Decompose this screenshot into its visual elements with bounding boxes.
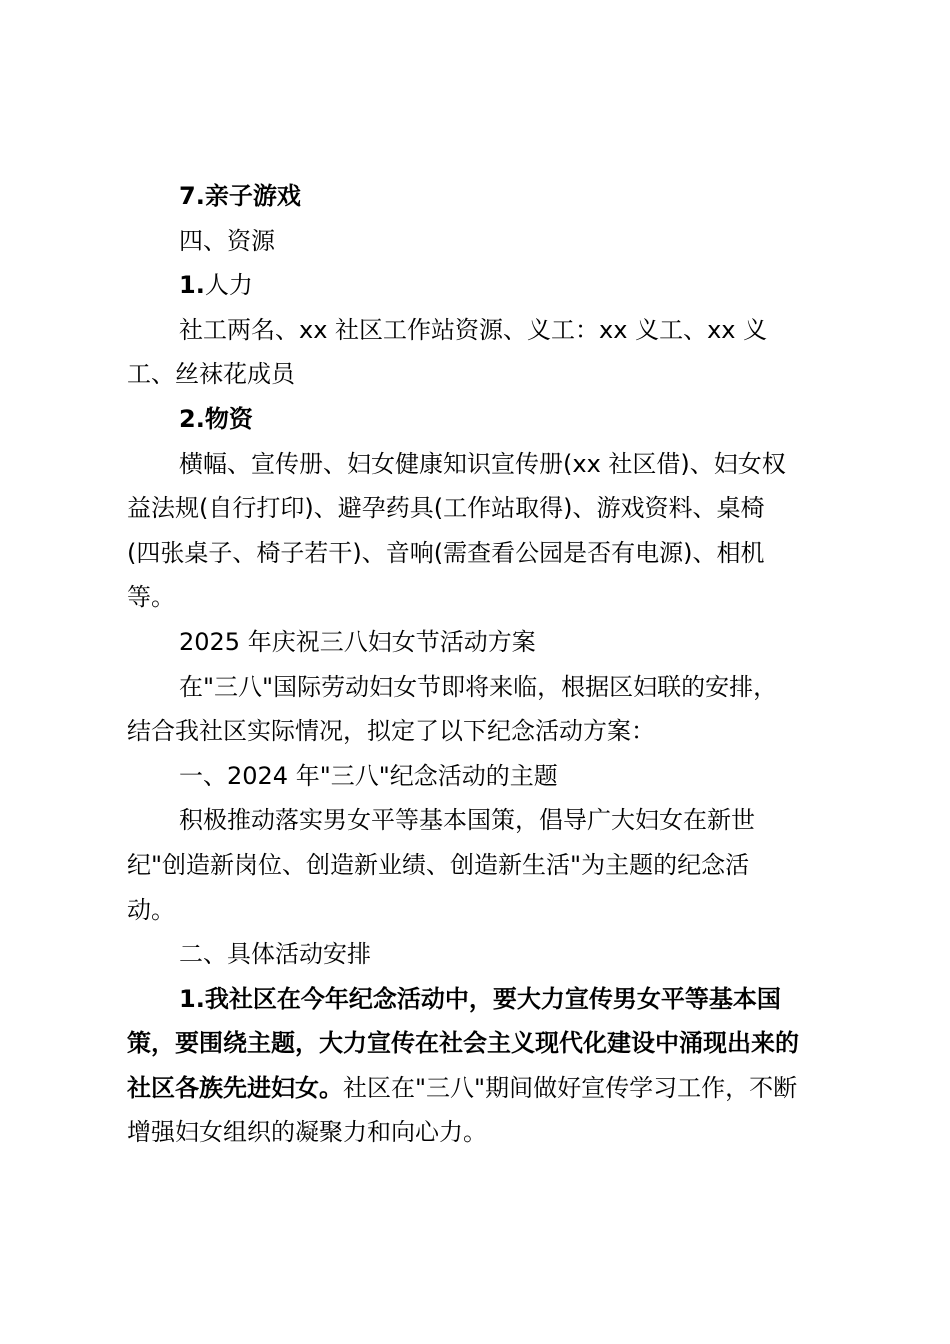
paragraph-line: 积极推动落实男女平等基本国策，倡导广大妇女在新世 [179,806,755,835]
paragraph-line: 横幅、宣传册、妇女健康知识宣传册(xx 社区借)、妇女权 [179,449,786,478]
paragraph-line-mixed [127,1066,837,1111]
paragraph-line: 在"三八"国际劳动妇女节即将来临，根据区妇联的安排， [179,672,778,701]
paragraph-line: 动。 [127,895,175,924]
section-heading-arrangements: 二、具体活动安排 [179,940,371,969]
regular-run: 社区在"三八"期间做好宣传学习工作，不断 [343,1073,798,1102]
document-title: 2025 年庆祝三八妇女节活动方案 [179,627,536,656]
paragraph-line-bold: 1.我社区在今年纪念活动中，要大力宣传男女平等基本国 [179,984,781,1013]
paragraph-line: 增强妇女组织的凝聚力和向心力。 [127,1118,487,1147]
paragraph-line: 社工两名、xx 社区工作站资源、义工：xx 义工、xx 义 [179,315,768,344]
section-heading-theme: 一、2024 年"三八"纪念活动的主题 [179,761,558,790]
bold-run: 社区各族先进妇女。 [127,1073,343,1102]
paragraph-line: 等。 [127,583,175,612]
paragraph-line: (四张桌子、椅子若干)、音响(需查看公园是否有电源)、相机 [127,538,765,567]
paragraph-line: 益法规(自行打印)、避孕药具(工作站取得)、游戏资料、桌椅 [127,494,765,523]
subheading-materials: 2.物资 [179,404,253,433]
paragraph-line: 工、丝袜花成员 [127,360,295,389]
document-body [127,174,837,1155]
subheading-manpower: 1.人力 [179,271,253,300]
heading-parent-child-games: 7.亲子游戏 [179,182,301,210]
subheading-manpower-label: 人力 [204,271,253,300]
section-heading-resources: 四、资源 [179,226,275,255]
paragraph-line: 结合我社区实际情况，拟定了以下纪念活动方案： [127,717,655,746]
paragraph-line-bold: 策，要围绕主题，大力宣传在社会主义现代化建设中涌现出来的 [127,1029,799,1058]
paragraph-line: 纪"创造新岗位、创造新业绩、创造新生活"为主题的纪念活 [127,850,750,879]
